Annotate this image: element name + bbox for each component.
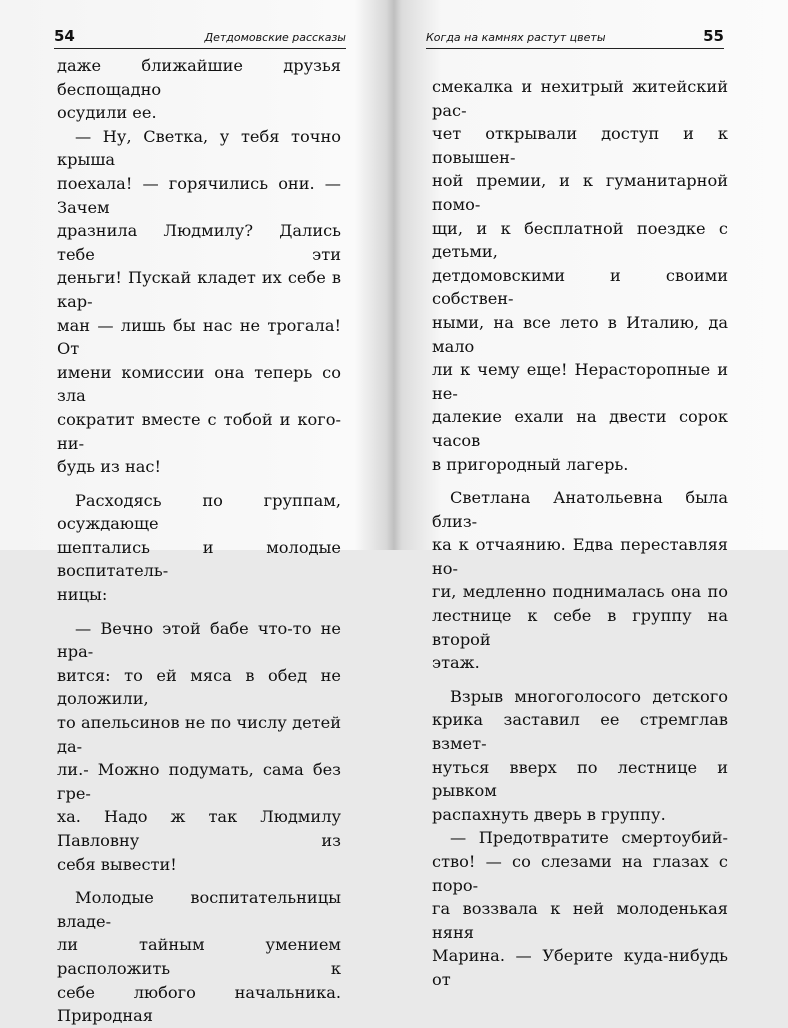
paragraph-gap (432, 675, 728, 685)
right-page-body (432, 75, 728, 992)
text-line: деньги! Пускай кладет их себе в кар- (57, 268, 341, 311)
paragraph-gap (57, 479, 341, 489)
right-page-number: 55 (703, 27, 724, 45)
text-line: Светлана Анатольевна была близ- (432, 488, 728, 531)
text-line: вится: то ей мяса в обед не доложили, (57, 665, 341, 709)
text-line: ными, на все лето в Италию, да мало (432, 312, 728, 356)
text-line: далекие ехали на двести сорок часов (432, 407, 728, 450)
text-line: Марина. — Уберите куда-нибудь от (432, 946, 728, 989)
text-line: ство! — со слезами на глазах с поро- (432, 852, 728, 895)
text-line: лестнице к себе в группу на второй (432, 606, 728, 649)
text-line: — Ну, Светка, у тебя точно крыша (57, 126, 341, 170)
text-line: Расходясь по группам, осуждающе (57, 490, 341, 534)
text-line: поехала! — горячились они. — Зачем (57, 173, 341, 217)
text-line: щи, и к бесплатной поездке с детьми, (432, 218, 728, 262)
text-line: ницы: (57, 585, 108, 605)
text-line: ли тайным умением расположить к (57, 935, 341, 978)
text-line: — Вечно этой бабе что-то не нра- (57, 618, 341, 662)
left-page-number: 54 (54, 27, 75, 45)
text-line: Молодые воспитательницы владе- (57, 888, 341, 931)
text-line: детдомовскими и своими собствен- (432, 265, 728, 309)
text-line: нуться вверх по лестнице и рывком (432, 757, 728, 801)
text-line: крика заставил ее стремглав взмет- (432, 710, 728, 754)
text-line: ги, медленно поднималась она по (432, 582, 728, 602)
text-line: себя вывести! (57, 854, 177, 874)
text-line: ной премии, и к гуманитарной помо- (432, 171, 728, 214)
text-line: ха. Надо ж так Людмилу Павловну из (57, 807, 341, 850)
paragraph-gap (57, 607, 341, 617)
left-page-header (54, 26, 346, 49)
text-line: имени комиссии она теперь со зла (57, 362, 341, 406)
paragraph-gap (57, 876, 341, 886)
text-line: осудили ее. (57, 103, 157, 123)
text-line: сократит вместе с тобой и кого-ни- (57, 409, 341, 453)
text-line: Взрыв многоголосого детского (450, 686, 728, 706)
text-line: ман — лишь бы нас не трогала! От (57, 315, 341, 359)
right-page (396, 0, 788, 989)
left-page (0, 0, 392, 1026)
text-line: смекалка и нехитрый житейский рас- (432, 77, 728, 120)
text-line: этаж. (432, 653, 480, 673)
text-line: распахнуть дверь в группу. (432, 804, 666, 824)
text-line: ли.- Можно подумать, сама без гре- (57, 760, 341, 803)
text-line: — Предотвратите смертоубий- (450, 828, 728, 848)
text-line: дразнила Людмилу? Дались тебе эти (57, 221, 341, 264)
text-line: будь из нас! (57, 457, 161, 477)
left-running-title: Детдомовские рассказы (204, 31, 346, 44)
text-line: в пригородный лагерь. (432, 454, 629, 474)
text-line: га воззвала к ней молоденькая няня (432, 899, 728, 942)
left-page-body (57, 54, 341, 1028)
text-line: шептались и молодые воспитатель- (57, 537, 341, 581)
text-line: ка к отчаянию. Едва переставляя но- (432, 535, 728, 578)
text-line: даже ближайшие друзья беспощадно (57, 56, 341, 99)
text-line: ли к чему еще! Нерасторопные и не- (432, 360, 728, 403)
right-page-header (426, 26, 724, 49)
text-line: себе любого начальника. Природная (57, 982, 341, 1026)
paragraph-gap (432, 476, 728, 486)
right-running-title: Когда на камнях растут цветы (426, 31, 606, 44)
text-line: то апельсинов не по числу детей да- (57, 713, 341, 756)
text-line: чет открывали доступ и к повышен- (432, 124, 728, 167)
